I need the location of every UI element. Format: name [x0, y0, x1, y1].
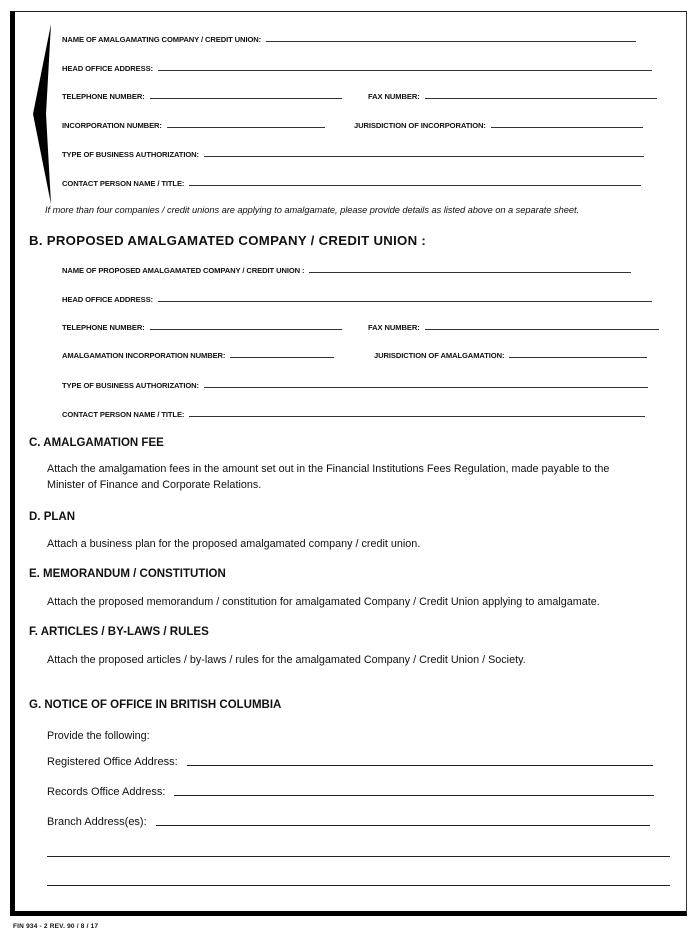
- field-label: TYPE OF BUSINESS AUTHORIZATION:: [62, 150, 199, 159]
- field-b-head-office[interactable]: [62, 295, 652, 304]
- section-g-heading: G. NOTICE OF OFFICE IN BRITISH COLUMBIA: [29, 699, 282, 711]
- field-registered-office[interactable]: [47, 756, 653, 768]
- field-label: JURISDICTION OF INCORPORATION:: [354, 121, 486, 130]
- section-e-heading: E. MEMORANDUM / CONSTITUTION: [29, 568, 226, 580]
- field-label: TELEPHONE NUMBER:: [62, 92, 145, 101]
- field-b-telephone[interactable]: [62, 323, 342, 332]
- input-line[interactable]: [158, 70, 652, 71]
- field-b-jurisdiction[interactable]: [374, 351, 647, 360]
- field-label: NAME OF AMALGAMATING COMPANY / CREDIT UNION:: [62, 35, 262, 44]
- field-b-fax[interactable]: [368, 323, 659, 332]
- field-a-business-authorization[interactable]: [62, 150, 644, 159]
- field-label: CONTACT PERSON NAME / TITLE:: [62, 410, 185, 419]
- input-line[interactable]: [150, 98, 342, 99]
- field-b-business-authorization[interactable]: [62, 381, 648, 390]
- input-line[interactable]: [187, 765, 653, 766]
- input-line[interactable]: [150, 329, 342, 330]
- input-line[interactable]: [167, 127, 325, 128]
- branch-address-line-2[interactable]: [47, 856, 670, 857]
- field-label: Registered Office Address:: [47, 756, 178, 768]
- section-d-heading: D. PLAN: [29, 511, 75, 523]
- bracket-arrow-icon: [33, 24, 53, 204]
- input-line[interactable]: [156, 825, 650, 826]
- input-line[interactable]: [158, 301, 652, 302]
- input-line[interactable]: [266, 41, 636, 42]
- separate-sheet-note: If more than four companies / credit unions are applying to amalgamate, please provide details as listed above on a separate sheet.: [45, 205, 580, 215]
- input-line[interactable]: [491, 127, 643, 128]
- field-a-head-office[interactable]: [62, 64, 652, 73]
- field-label: FAX NUMBER:: [368, 323, 420, 332]
- input-line[interactable]: [189, 185, 641, 186]
- field-label: HEAD OFFICE ADDRESS:: [62, 64, 153, 73]
- field-b-contact[interactable]: [62, 410, 645, 419]
- field-a-contact[interactable]: [62, 179, 641, 188]
- form-number: FIN 934 - 2 REV. 90 / 8 / 17: [13, 923, 99, 930]
- field-label: JURISDICTION OF AMALGAMATION:: [374, 351, 505, 360]
- section-f-heading: F. ARTICLES / BY-LAWS / RULES: [29, 626, 209, 638]
- field-b-name[interactable]: [62, 266, 631, 275]
- section-c-text-line-2: Minister of Finance and Corporate Relations.: [47, 479, 262, 491]
- field-label: INCORPORATION NUMBER:: [62, 121, 162, 130]
- field-label: Records Office Address:: [47, 786, 166, 798]
- field-b-incorporation-number[interactable]: [62, 351, 334, 360]
- input-line[interactable]: [425, 329, 659, 330]
- section-g-intro: Provide the following:: [47, 730, 150, 742]
- field-label: Branch Address(es):: [47, 816, 147, 828]
- input-line[interactable]: [204, 156, 644, 157]
- input-line[interactable]: [204, 387, 648, 388]
- section-f-text: Attach the proposed articles / by-laws / rules for the amalgamated Company / Credit Union / Society.: [47, 654, 526, 666]
- field-a-jurisdiction[interactable]: [354, 121, 643, 130]
- input-line[interactable]: [174, 795, 654, 796]
- field-a-name[interactable]: [62, 35, 636, 44]
- field-branch-addresses[interactable]: [47, 816, 650, 828]
- branch-address-line-3[interactable]: [47, 885, 670, 886]
- field-a-incorporation-number[interactable]: [62, 121, 325, 130]
- field-label: TELEPHONE NUMBER:: [62, 323, 145, 332]
- input-line[interactable]: [230, 357, 334, 358]
- section-b-heading: B. PROPOSED AMALGAMATED COMPANY / CREDIT UNION :: [29, 233, 427, 248]
- input-line[interactable]: [509, 357, 647, 358]
- field-label: NAME OF PROPOSED AMALGAMATED COMPANY / CREDIT UNION :: [62, 266, 305, 275]
- field-label: TYPE OF BUSINESS AUTHORIZATION:: [62, 381, 199, 390]
- section-e-text: Attach the proposed memorandum / constitution for amalgamated Company / Credit Union applying to amalgamate.: [47, 596, 600, 608]
- field-records-office[interactable]: [47, 786, 654, 798]
- field-label: HEAD OFFICE ADDRESS:: [62, 295, 153, 304]
- field-a-telephone[interactable]: [62, 92, 342, 101]
- input-line[interactable]: [309, 272, 631, 273]
- section-c-heading: C. AMALGAMATION FEE: [29, 437, 164, 449]
- field-label: CONTACT PERSON NAME / TITLE:: [62, 179, 185, 188]
- input-line[interactable]: [425, 98, 657, 99]
- field-label: AMALGAMATION INCORPORATION NUMBER:: [62, 351, 226, 360]
- section-c-text-line-1: Attach the amalgamation fees in the amount set out in the Financial Institutions Fees Regulation, made payable to the: [47, 463, 610, 475]
- input-line[interactable]: [189, 416, 645, 417]
- field-a-fax[interactable]: [368, 92, 657, 101]
- section-d-text: Attach a business plan for the proposed amalgamated company / credit union.: [47, 538, 421, 550]
- field-label: FAX NUMBER:: [368, 92, 420, 101]
